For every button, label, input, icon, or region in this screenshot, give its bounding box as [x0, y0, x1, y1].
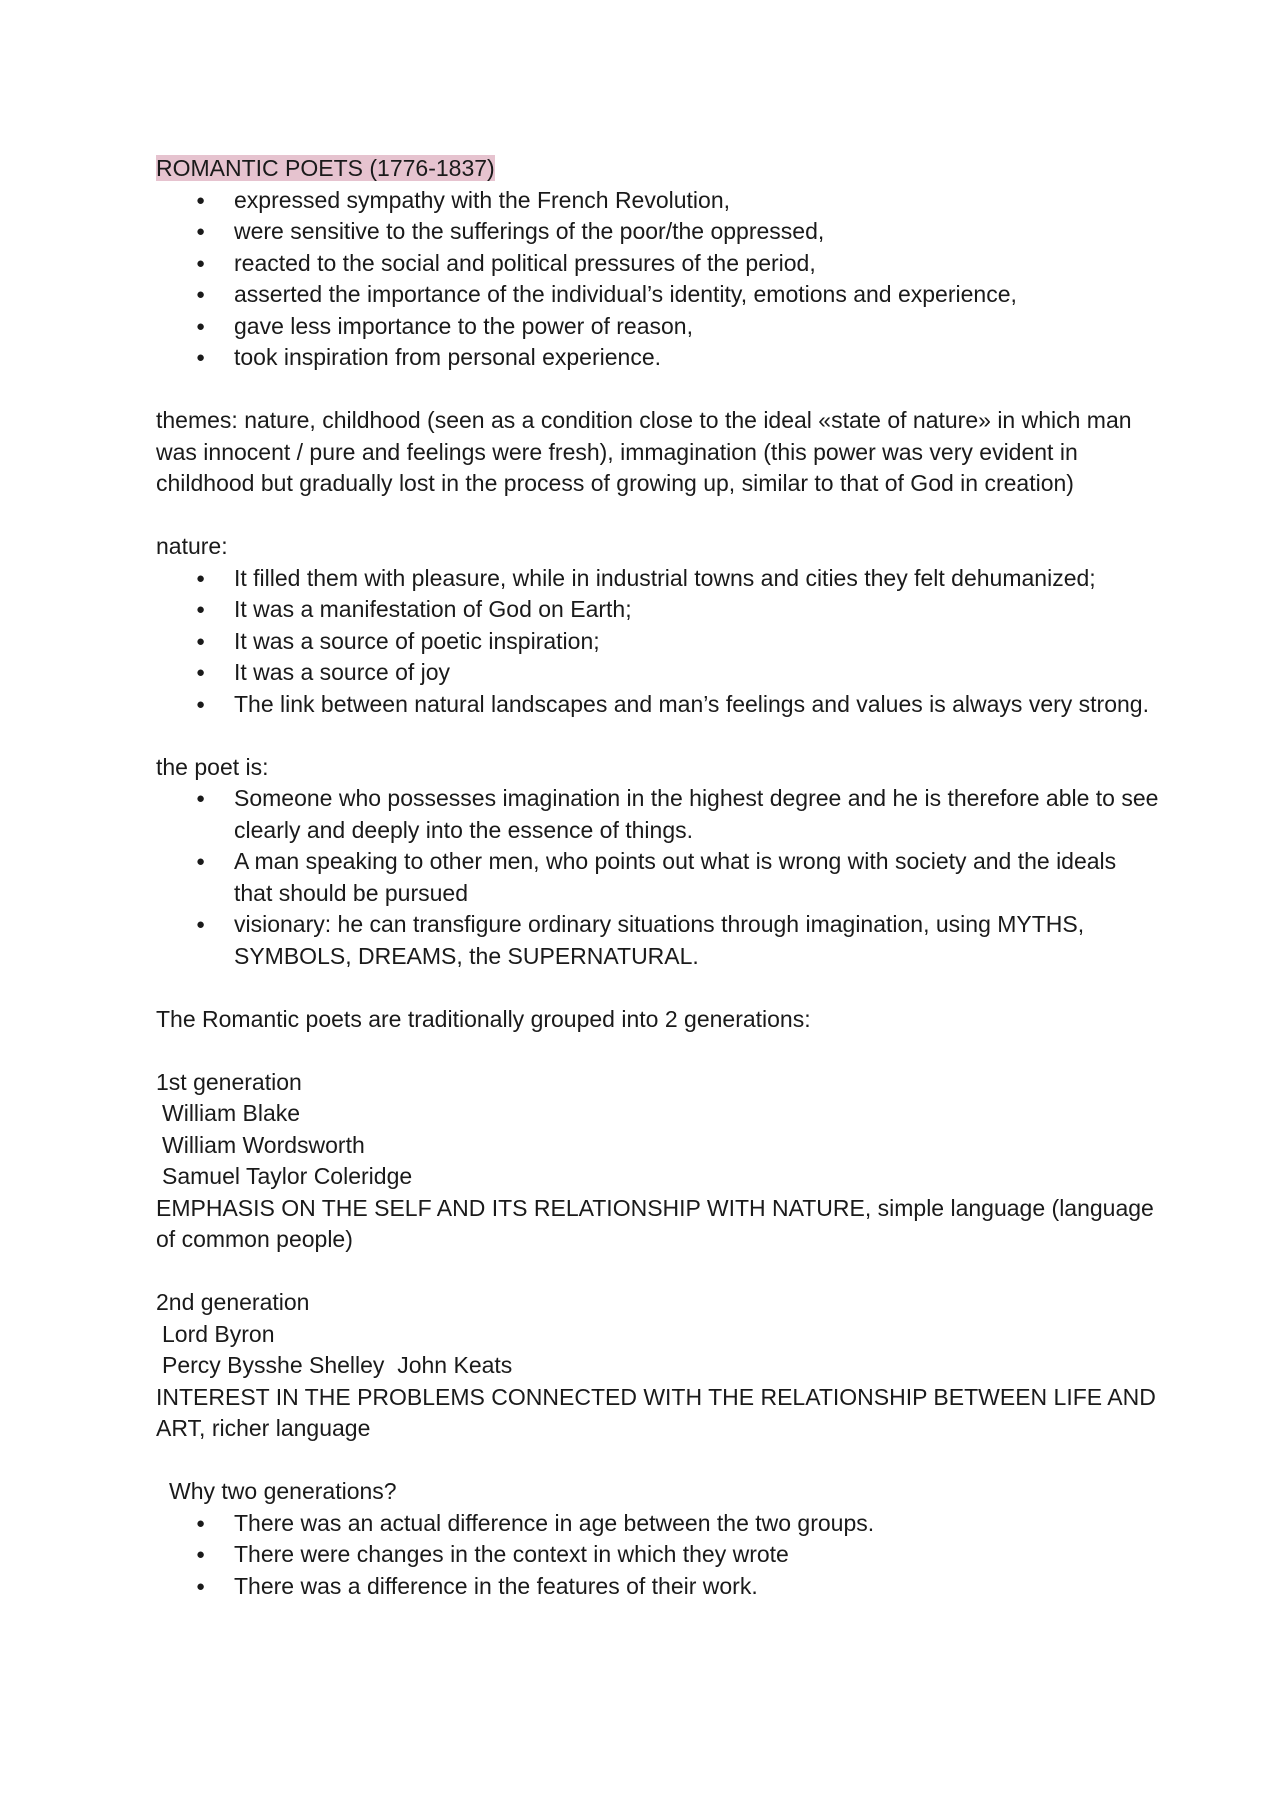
poet-heading: the poet is:	[156, 753, 269, 780]
poet-name: Percy Bysshe Shelley John Keats	[162, 1352, 513, 1378]
spacer	[156, 1256, 1160, 1288]
list-item: ● It was a manifestation of God on Earth;	[234, 594, 1160, 626]
list-item: ● were sensitive to the sufferings of the poor/the oppressed,	[234, 216, 1160, 248]
second-generation-heading: 2nd generation	[156, 1289, 310, 1315]
spacer	[156, 972, 1160, 1004]
poet-name: Lord Byron	[162, 1320, 275, 1347]
list-item: ● expressed sympathy with the French Revolution,	[234, 185, 1160, 217]
poet-name: William Blake	[162, 1100, 301, 1126]
themes-paragraph: themes: nature, childhood (seen as a condition close to the ideal «state of nature» in which man was innocent / pure and feelings were fresh), immagination (this power was very evident in childhood but gradually lost in the process of growing up, similar to that of God in creation)	[156, 407, 1132, 496]
intro-bullet-list	[156, 185, 1160, 374]
document-title: ROMANTIC POETS (1776-1837)	[156, 155, 495, 181]
spacer	[156, 500, 1160, 532]
poet-name: Samuel Taylor Coleridge	[162, 1163, 413, 1189]
list-item: ● took inspiration from personal experience.	[234, 342, 1160, 374]
list-item: ● It was a source of joy	[234, 657, 1160, 689]
spacer	[156, 374, 1160, 406]
poet-bullet-list	[156, 783, 1160, 972]
list-item: ● There were changes in the context in which they wrote	[234, 1539, 1160, 1571]
second-generation-description: INTEREST IN THE PROBLEMS CONNECTED WITH THE RELATIONSHIP BETWEEN LIFE AND ART, richer language	[156, 1383, 1156, 1441]
nature-heading: nature:	[156, 533, 228, 559]
list-item: ● visionary: he can transfigure ordinary situations through imagination, using MYTHS, SYMBOLS, DREAMS, the SUPERNATURAL.	[234, 909, 1160, 972]
list-item: ● asserted the importance of the individual’s identity, emotions and experience,	[234, 279, 1160, 311]
first-generation-description: EMPHASIS ON THE SELF AND ITS RELATIONSHIP WITH NATURE, simple language (language of common people)	[156, 1194, 1154, 1252]
spacer	[156, 1445, 1160, 1477]
why-heading: Why two generations?	[169, 1478, 397, 1504]
first-generation-heading: 1st generation	[156, 1068, 302, 1095]
title-row	[156, 153, 1160, 185]
list-item: ● It filled them with pleasure, while in industrial towns and cities they felt dehumanized;	[234, 563, 1160, 595]
spacer	[156, 1035, 1160, 1067]
list-item: ● Someone who possesses imagination in the highest degree and he is therefore able to see clearly and deeply into the essence of things.	[234, 783, 1160, 846]
poet-name: William Wordsworth	[162, 1131, 365, 1158]
list-item: ● There was an actual difference in age between the two groups.	[234, 1508, 1160, 1540]
list-item: ● A man speaking to other men, who points out what is wrong with society and the ideals that should be pursued	[234, 846, 1160, 909]
nature-bullet-list	[156, 563, 1160, 721]
spacer	[156, 720, 1160, 752]
list-item: ● gave less importance to the power of reason,	[234, 311, 1160, 343]
list-item: ● The link between natural landscapes and man’s feelings and values is always very strong.	[234, 689, 1160, 721]
generations-intro: The Romantic poets are traditionally grouped into 2 generations:	[156, 1005, 811, 1032]
why-bullet-list	[156, 1508, 1160, 1603]
list-item: ● reacted to the social and political pressures of the period,	[234, 248, 1160, 280]
list-item: ● There was a difference in the features of their work.	[234, 1571, 1160, 1603]
list-item: ● It was a source of poetic inspiration;	[234, 626, 1160, 658]
